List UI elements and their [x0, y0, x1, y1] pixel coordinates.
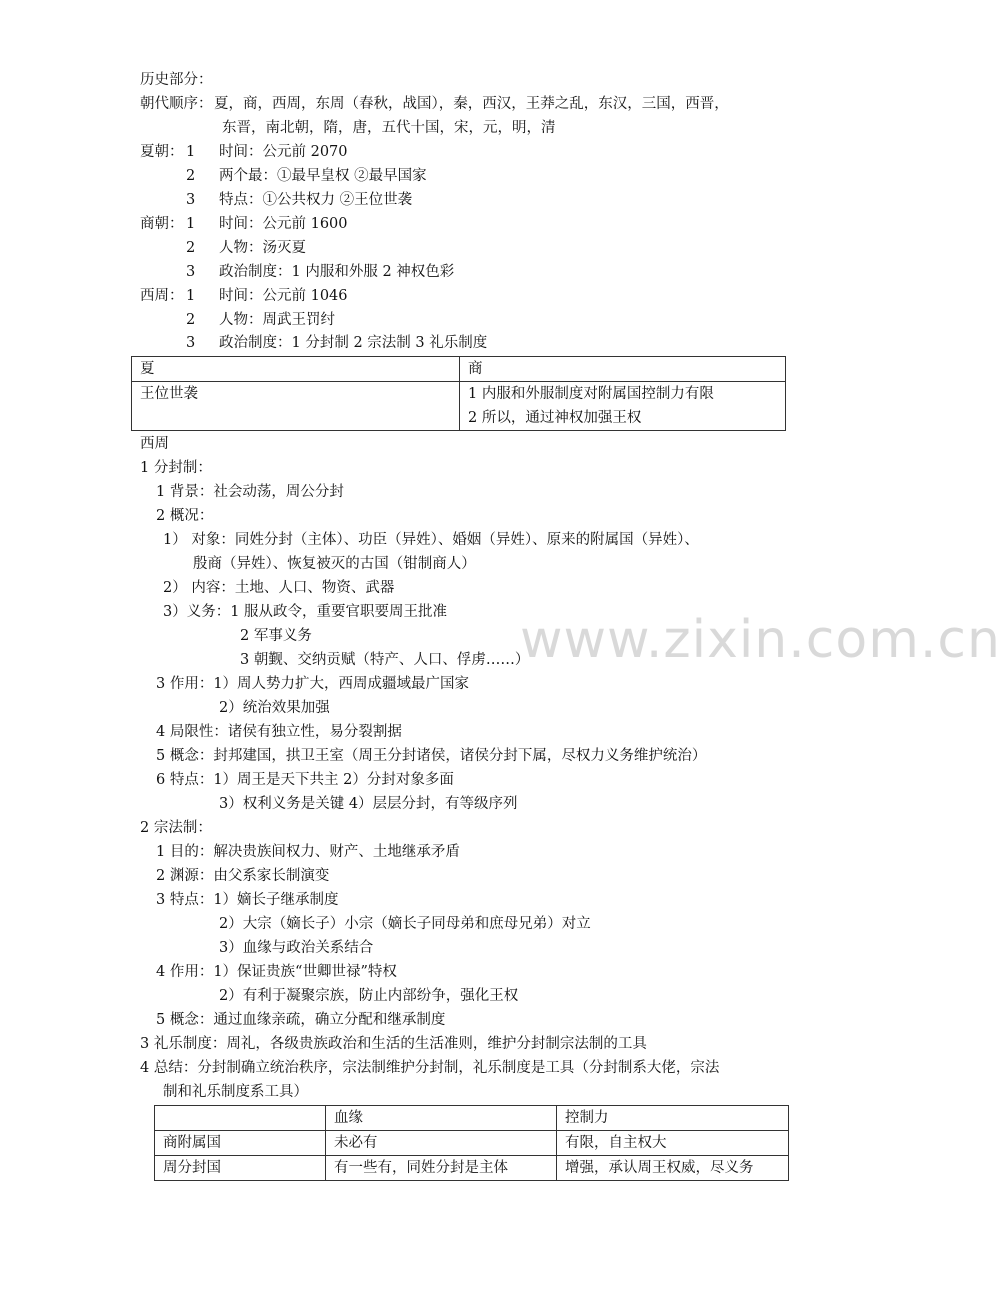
fenfeng-object-line2: 殷商（异姓）、恢复被灭的古国（钳制商人） [193, 556, 476, 572]
table-cell: 商附属国 [155, 1131, 326, 1156]
table-cell: 有一些有，同姓分封是主体 [326, 1156, 557, 1181]
xia-item-num: 1 [186, 144, 196, 160]
dynasty-order-line2: 东晋，南北朝，隋，唐，五代十国，宋，元，明，清 [222, 120, 556, 136]
fenfeng-background: 1 背景：社会动荡，周公分封 [156, 484, 344, 500]
table-cell-line: 2 所以，通过神权加强王权 [468, 410, 642, 426]
liyue-line: 3 礼乐制度：周礼，各级贵族政治和生活的生活准则，维护分封制宗法制的工具 [140, 1036, 647, 1052]
summary-line2: 制和礼乐制度系工具） [163, 1084, 308, 1100]
fenfeng-feature-line2: 3）权利义务是关键 4）层层分封，有等级序列 [219, 796, 518, 812]
fenfeng-duty-line3: 3 朝觐、交纳贡赋（特产、人口、俘虏……） [240, 652, 530, 668]
shang-item-num: 2 [186, 240, 196, 256]
shang-label: 商朝： [140, 216, 184, 232]
fenfeng-duty-line1: 3）义务：1 服从政令，重要官职要周王批准 [163, 604, 448, 620]
zongfa-concept: 5 概念：通过血缘亲疏，确立分配和继承制度 [156, 1012, 446, 1028]
xizhou-item-num: 3 [186, 335, 196, 351]
table-cell: 周分封国 [155, 1156, 326, 1181]
table-cell: 增强，承认周王权威，尽义务 [557, 1156, 789, 1181]
table-cell [460, 382, 786, 431]
table-row [155, 1131, 789, 1156]
fenfeng-effect-line1: 3 作用：1）周人势力扩大，西周成疆域最广国家 [156, 676, 470, 692]
fenfeng-content: 2） 内容：土地、人口、物资、武器 [163, 580, 395, 596]
shang-item-text: 人物：汤灭夏 [219, 240, 306, 256]
watermark: www.zixin.com.cn [520, 610, 1001, 670]
xia-shang-table [131, 356, 786, 431]
page-heading: 历史部分： [140, 72, 213, 88]
table-row [155, 1156, 789, 1181]
table-header-row [155, 1106, 789, 1131]
xia-item-text: 时间：公元前 2070 [219, 144, 348, 160]
table-header-cell: 血缘 [326, 1106, 557, 1131]
xia-label: 夏朝： [140, 144, 184, 160]
xizhou-item-num: 1 [186, 288, 196, 304]
dynasty-order-line1: 夏，商，西周，东周（春秋，战国），秦，西汉，王莽之乱，东汉，三国，西晋， [214, 96, 729, 112]
fenfeng-title: 1 分封制： [140, 460, 212, 476]
table-header-cell [155, 1106, 326, 1131]
zongfa-purpose: 1 目的：解决贵族间权力、财产、土地继承矛盾 [156, 844, 460, 860]
xizhou-item-text: 人物：周武王罚纣 [219, 312, 335, 328]
summary-line1: 4 总结：分封制确立统治秩序，宗法制维护分封制，礼乐制度是工具（分封制系大佬，宗法 [140, 1060, 720, 1076]
xizhou-item-text: 时间：公元前 1046 [219, 288, 348, 304]
table-cell: 王位世袭 [132, 382, 460, 431]
zongfa-effect-line1: 4 作用：1）保证贵族“世卿世禄”特权 [156, 964, 397, 980]
xizhou-item-text: 政治制度：1 分封制 2 宗法制 3 礼乐制度 [219, 335, 488, 351]
table-cell: 有限，自主权大 [557, 1131, 789, 1156]
zongfa-feature-line3: 3）血缘与政治关系结合 [219, 940, 374, 956]
zongfa-feature-line2: 2）大宗（嫡长子）小宗（嫡长子同母弟和庶母兄弟）对立 [219, 916, 591, 932]
table-header-cell: 控制力 [557, 1106, 789, 1131]
fenfeng-object-line1: 1） 对象：同姓分封（主体）、功臣（异姓）、婚姻（异姓）、原来的附属国（异姓）、 [163, 532, 699, 548]
shang-item-num: 1 [186, 216, 196, 232]
fenfeng-concept: 5 概念：封邦建国，拱卫王室（周王分封诸侯，诸侯分封下属，尽权力义务维护统治） [156, 748, 707, 764]
zongfa-feature-line1: 3 特点：1）嫡长子继承制度 [156, 892, 339, 908]
xia-item-num: 2 [186, 168, 196, 184]
dynasty-order-label: 朝代顺序： [140, 96, 213, 112]
xizhou-label: 西周： [140, 288, 184, 304]
table-header-row [132, 357, 786, 382]
xia-item-text: 两个最：①最早皇权 ②最早国家 [219, 168, 427, 184]
fenfeng-limitation: 4 局限性：诸侯有独立性，易分裂割据 [156, 724, 402, 740]
xia-item-text: 特点：①公共权力 ②王位世袭 [219, 192, 413, 208]
shang-item-text: 时间：公元前 1600 [219, 216, 348, 232]
zongfa-origin: 2 渊源：由父系家长制演变 [156, 868, 330, 884]
comparison-table [154, 1105, 789, 1181]
zongfa-effect-line2: 2）有利于凝聚宗族，防止内部纷争，强化王权 [219, 988, 519, 1004]
fenfeng-duty-line2: 2 军事义务 [240, 628, 312, 644]
fenfeng-overview: 2 概况： [156, 508, 214, 524]
section-title: 西周 [140, 436, 169, 452]
xia-item-num: 3 [186, 192, 196, 208]
table-header-cell: 夏 [132, 357, 460, 382]
shang-item-num: 3 [186, 264, 196, 280]
xizhou-item-num: 2 [186, 312, 196, 328]
shang-item-text: 政治制度：1 内服和外服 2 神权色彩 [219, 264, 455, 280]
zongfa-title: 2 宗法制： [140, 820, 212, 836]
table-row [132, 382, 786, 431]
table-cell: 未必有 [326, 1131, 557, 1156]
fenfeng-effect-line2: 2）统治效果加强 [219, 700, 330, 716]
table-header-cell: 商 [460, 357, 786, 382]
fenfeng-feature-line1: 6 特点：1）周王是天下共主 2）分封对象多面 [156, 772, 454, 788]
table-cell-line: 1 内服和外服制度对附属国控制力有限 [468, 386, 714, 402]
